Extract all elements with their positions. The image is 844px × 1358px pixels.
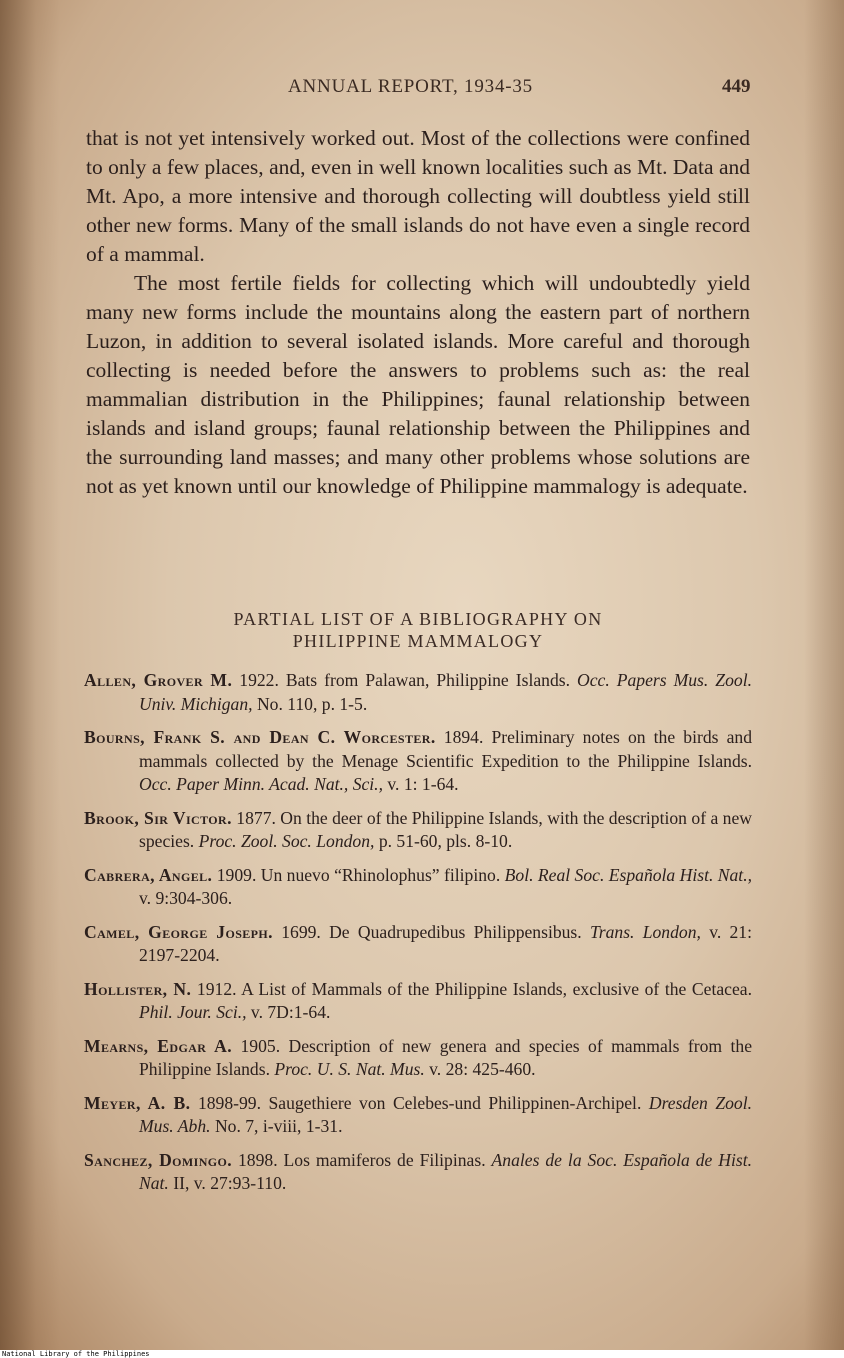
bibliography-entry xyxy=(84,1149,752,1196)
entry-pages: v. 7D:1-64. xyxy=(250,1002,331,1022)
entry-source: Bol. Real Soc. Española Hist. Nat., xyxy=(504,864,752,885)
page-number: 449 xyxy=(722,76,751,97)
entry-source: Phil. Jour. Sci., xyxy=(139,1002,247,1022)
bibliography-entry xyxy=(84,726,752,797)
running-header xyxy=(0,76,844,102)
section-heading-line: PARTIAL LIST OF A BIBLIOGRAPHY ON xyxy=(233,609,603,629)
entry-author: Mearns, Edgar A. xyxy=(84,1035,233,1056)
entry-author: Bourns, Frank S. and Dean C. Worcester. xyxy=(84,727,436,747)
entry-source: Proc. Zool. Soc. London, xyxy=(198,831,375,851)
entry-pages: No. 7, i-viii, 1-31. xyxy=(214,1116,343,1136)
entry-pages: v. 1: 1-64. xyxy=(387,774,459,794)
entry-source: Trans. London, xyxy=(589,921,701,942)
page-shadow-left xyxy=(0,0,60,1350)
library-credit: National Library of the Philippines xyxy=(0,1350,844,1358)
entry-pages: II, v. 27:93-110. xyxy=(173,1173,287,1193)
entry-author: Allen, Grover M. xyxy=(84,670,233,690)
entry-title: 1877. On the deer of the Philippine Islands, with the description of a new species. xyxy=(139,807,752,851)
entry-author: Brook, Sir Victor. xyxy=(84,807,232,828)
entry-author: Hollister, N. xyxy=(84,978,192,999)
entry-author: Sanchez, Domingo. xyxy=(84,1149,233,1170)
entry-pages: v. 28: 425-460. xyxy=(429,1059,536,1079)
bibliography-list xyxy=(84,669,752,1206)
entry-title: 1905. Description of new genera and species of mammals from the Philippine Islands. xyxy=(139,1035,753,1079)
entry-title: 1912. A List of Mammals of the Philippine Islands, exclusive of the Cetacea. xyxy=(196,978,752,999)
bibliography-entry xyxy=(84,921,752,968)
paragraph: that is not yet intensively worked out. Most of the collections were confined to only a few places, and, even in well known localities such as Mt. Data and Mt. Apo, a more intensive and thorough collecting will doubtless yield still other new forms. Many of the small islands do not have even a single record of a mammal. xyxy=(86,126,750,266)
bibliography-entry xyxy=(84,1092,752,1139)
bibliography-entry xyxy=(84,807,752,854)
entry-title: 1922. Bats from Palawan, Philippine Islands. xyxy=(239,670,570,690)
bibliography-entry xyxy=(84,864,752,911)
entry-source: Occ. Paper Minn. Acad. Nat., Sci., xyxy=(139,774,383,794)
entry-title: 1699. De Quadrupedibus Philippensibus. xyxy=(281,921,582,942)
bibliography-entry xyxy=(84,669,752,716)
entry-pages: p. 51-60, pls. 8-10. xyxy=(378,831,513,851)
entry-author: Meyer, A. B. xyxy=(84,1092,191,1113)
entry-title: 1909. Un nuevo “Rhinolophus” filipino. xyxy=(216,864,501,885)
bibliography-entry xyxy=(84,978,752,1025)
entry-pages: v. 21: 2197-2204. xyxy=(139,921,752,965)
entry-title: 1894. Preliminary notes on the birds and mammals collected by the Menage Scientific Expedition to the Philippine Islands. xyxy=(139,727,753,771)
paragraph: The most fertile fields for collecting which will undoubtedly yield many new forms include the mountains along the eastern part of northern Luzon, in addition to several isolated islands. More careful and thorough collecting is needed before the answers to problems such as: the real mammalian distribution in the Philippines; faunal relationship between islands and island groups; faunal relationship between the Philippines and the surrounding land masses; and many other problems whose solutions are not as yet known until our knowledge of Philippine mammalogy is adequate. xyxy=(86,271,750,498)
running-title: ANNUAL REPORT, 1934-35 xyxy=(288,76,533,97)
entry-title: 1898-99. Saugethiere von Celebes-und Philippinen-Archipel. xyxy=(197,1092,642,1113)
entry-source: Occ. Papers Mus. Zool. Univ. Michigan, xyxy=(139,670,752,714)
entry-source: Anales de la Soc. Española de Hist. Nat. xyxy=(139,1149,752,1193)
page-shadow-right xyxy=(804,0,844,1350)
entry-author: Cabrera, Angel. xyxy=(84,864,213,885)
entry-pages: v. 9:304-306. xyxy=(139,888,233,908)
entry-pages: No. 110, p. 1-5. xyxy=(256,693,368,714)
entry-source: Proc. U. S. Nat. Mus. xyxy=(274,1059,425,1079)
body-text xyxy=(86,124,750,501)
entry-author: Camel, George Joseph. xyxy=(84,921,273,942)
section-heading-line: PHILIPPINE MAMMALOGY xyxy=(292,631,544,651)
entry-title: 1898. Los mamiferos de Filipinas. xyxy=(238,1149,486,1170)
bibliography-entry xyxy=(84,1035,752,1082)
entry-source: Dresden Zool. Mus. Abh. xyxy=(139,1092,752,1136)
section-heading xyxy=(86,608,750,652)
